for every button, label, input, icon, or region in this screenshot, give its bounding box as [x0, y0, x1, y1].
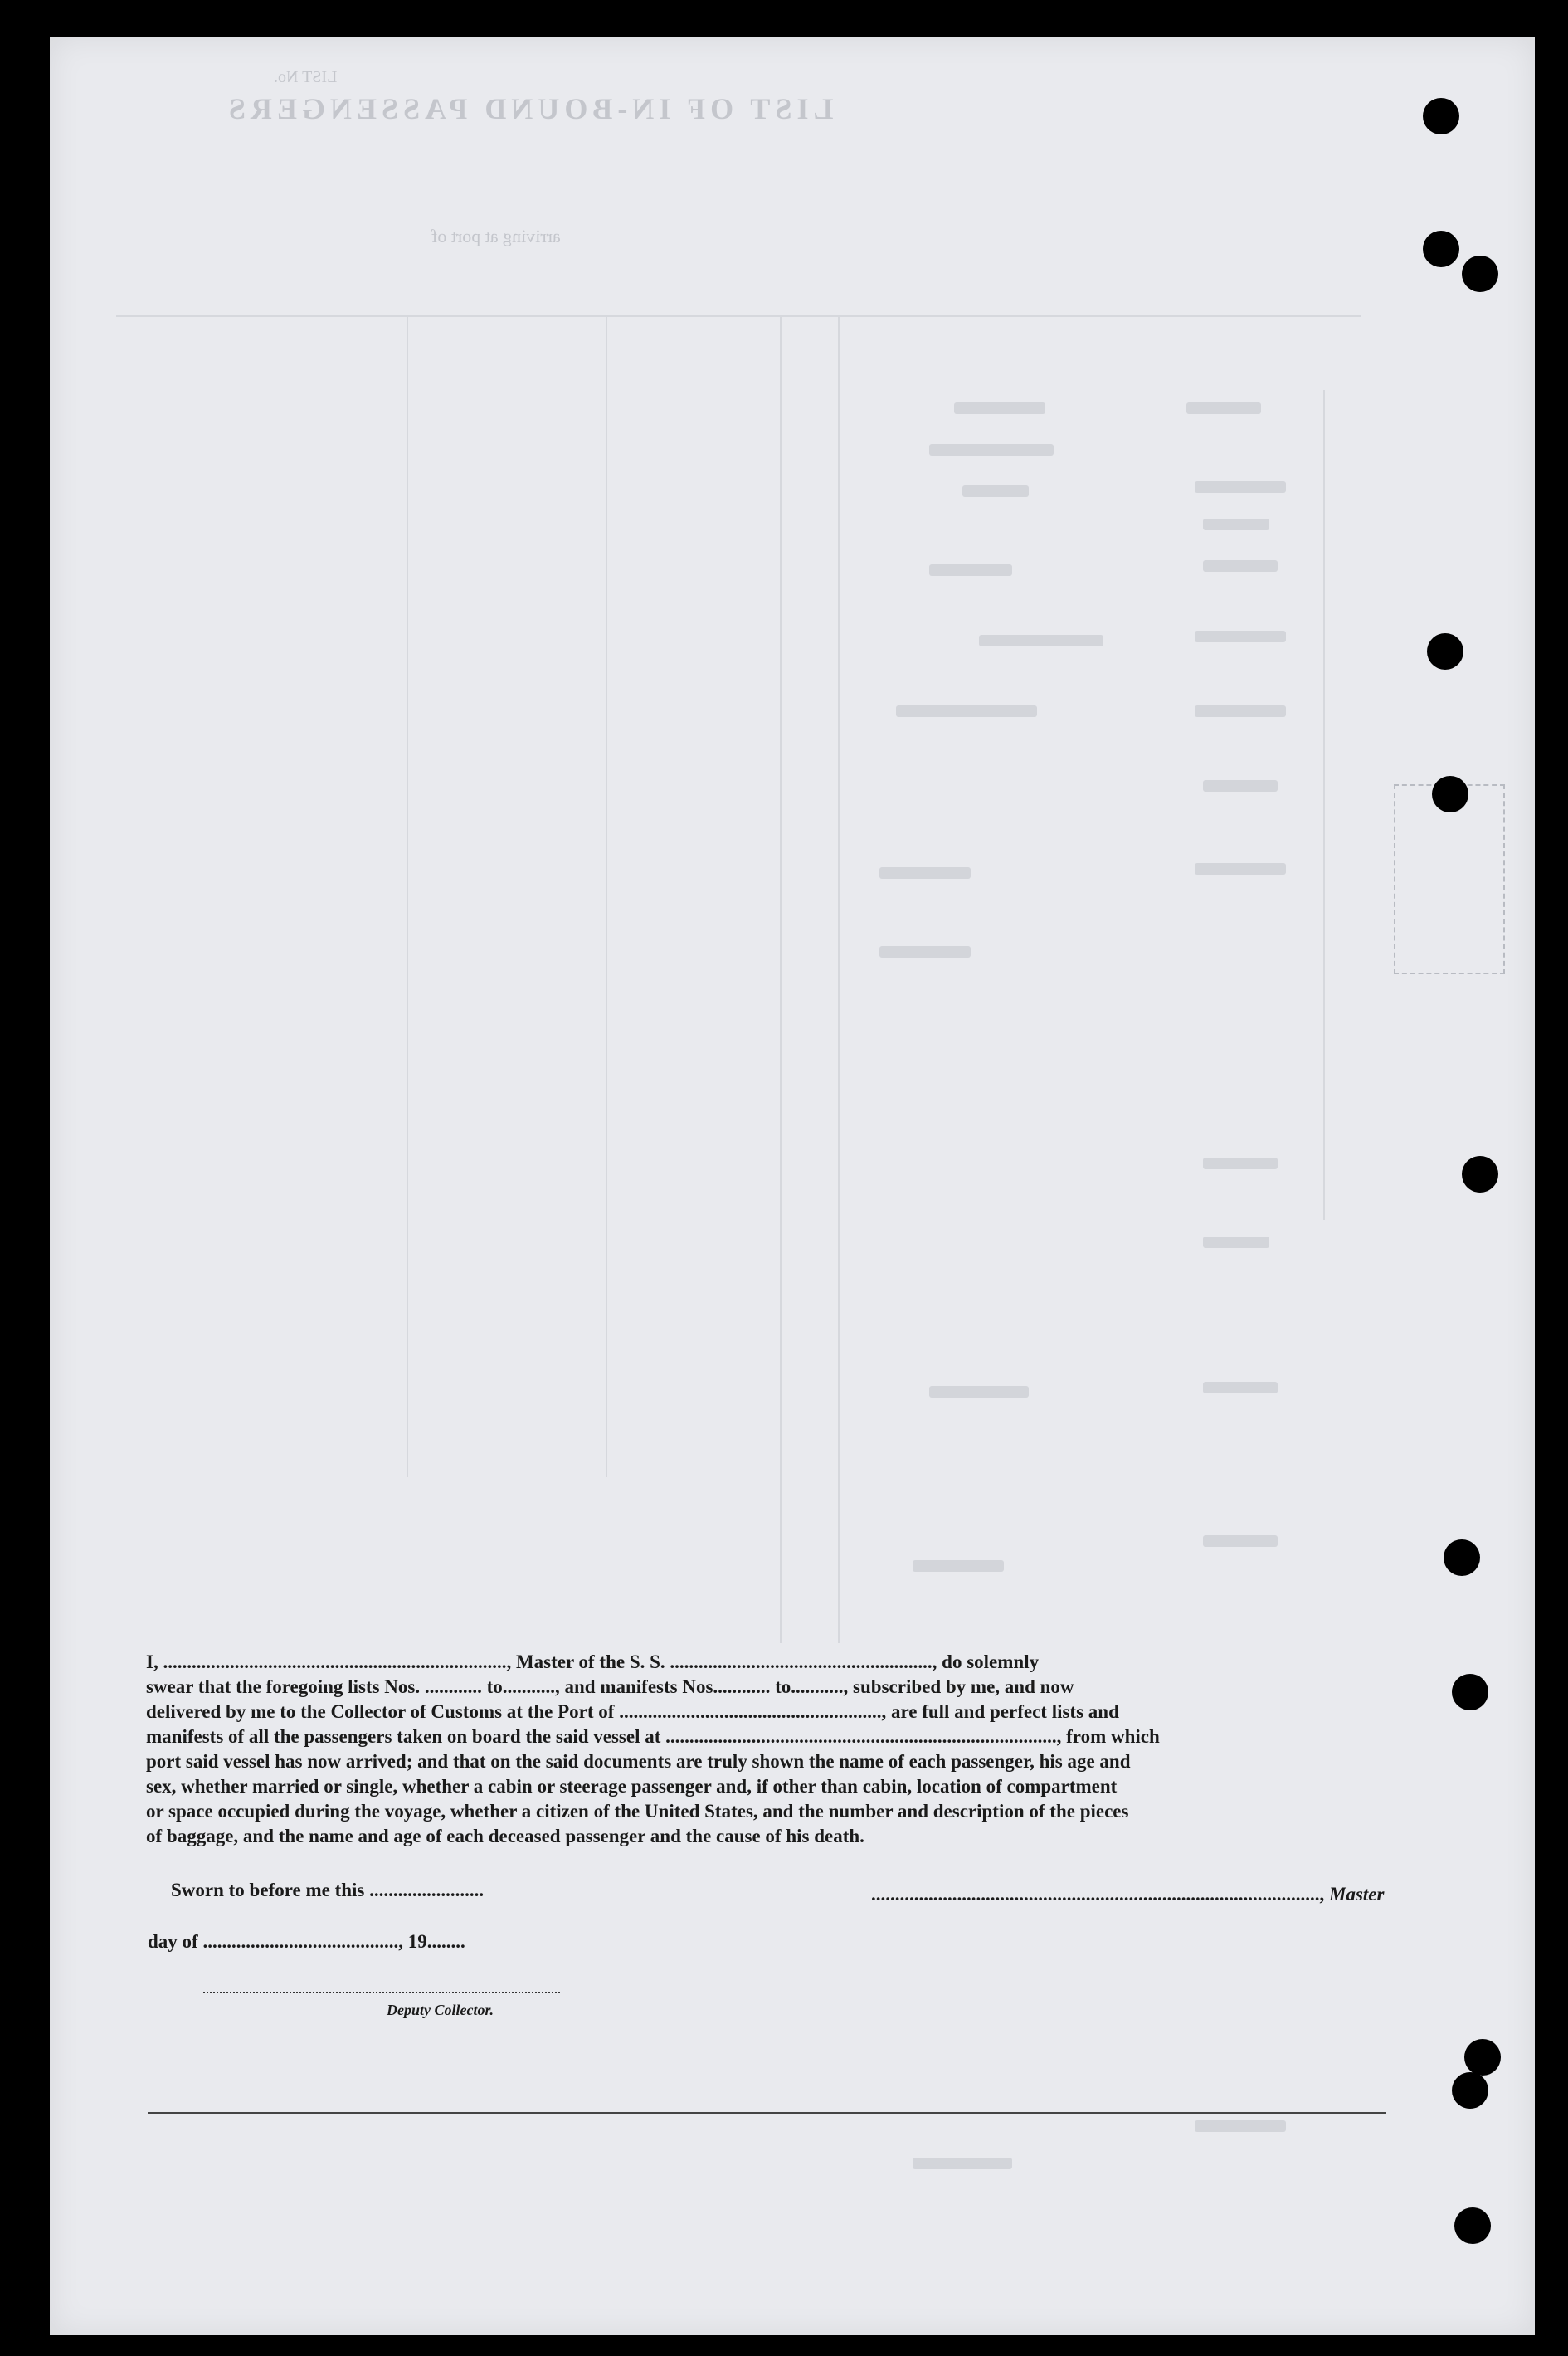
punch-hole — [1462, 1156, 1498, 1193]
faded-entry — [1203, 519, 1269, 530]
faded-entry — [962, 485, 1029, 497]
master-label: Master — [1329, 1884, 1385, 1905]
faded-entry — [1203, 1382, 1278, 1393]
faded-entry — [879, 946, 971, 958]
faded-header-rule — [116, 315, 1361, 317]
bottom-rule — [148, 2112, 1386, 2114]
faded-entry — [954, 402, 1045, 414]
deputy-collector-label: Deputy Collector. — [387, 2002, 494, 2018]
faded-list-number: LIST No. — [274, 68, 338, 86]
punch-hole — [1464, 2039, 1501, 2076]
oath-line: port said vessel has now arrived; and that on the said documents are truly shown the name of each passenger, his age and — [146, 1751, 1131, 1772]
punch-hole — [1432, 776, 1468, 812]
punch-hole — [1423, 98, 1459, 134]
faded-form-title: LIST OF IN-BOUND PASSENGERS — [224, 92, 834, 125]
deputy-collector-signature-line — [203, 1992, 560, 1993]
faded-entry — [1195, 863, 1286, 875]
oath-line: delivered by me to the Collector of Customs at the Port of ......................................................., are full and perfect lists and — [146, 1701, 1119, 1722]
faded-column-rule — [780, 315, 782, 1643]
faded-column-rule — [1323, 390, 1325, 1220]
oath-line: manifests of all the passengers taken on board the said vessel at .................................................................................., from which — [146, 1726, 1160, 1747]
faded-entry — [896, 705, 1037, 717]
faded-entry — [1195, 2120, 1286, 2132]
master-oath-paragraph — [146, 1650, 1389, 1849]
faded-arriving-text: arriving at port of — [431, 226, 561, 246]
faded-entry — [929, 564, 1012, 576]
faded-column-rule — [407, 315, 408, 1477]
oath-line: sex, whether married or single, whether a cabin or steerage passenger and, if other than cabin, location of compartment — [146, 1776, 1118, 1797]
faded-column-rule — [606, 315, 607, 1477]
faded-entry — [1203, 1237, 1269, 1248]
oath-line: or space occupied during the voyage, whether a citizen of the United States, and the number and description of the pieces — [146, 1801, 1129, 1822]
faded-entry — [1195, 481, 1286, 493]
day-of-line: day of ........................................., 19........ — [148, 1931, 465, 1952]
oath-line: swear that the foregoing lists Nos. ............ to..........., and manifests Nos............ to..........., subscribed by me, and now — [146, 1676, 1074, 1697]
punch-hole — [1452, 1674, 1488, 1710]
sworn-before-line: Sworn to before me this ........................ — [171, 1880, 485, 1900]
oath-line: of baggage, and the name and age of each deceased passenger and the cause of his death. — [146, 1826, 864, 1846]
punch-hole — [1423, 231, 1459, 267]
punch-hole — [1427, 633, 1463, 670]
faded-entry — [1203, 560, 1278, 572]
faded-entry — [913, 1560, 1004, 1572]
faded-entry — [1203, 780, 1278, 792]
master-signature-line — [871, 1884, 1384, 1905]
faded-entry — [1203, 1158, 1278, 1169]
document-sheet — [50, 37, 1535, 2335]
punch-hole — [1462, 256, 1498, 292]
faded-entry — [879, 867, 971, 879]
punch-hole — [1444, 1539, 1480, 1576]
faded-column-rule — [838, 315, 840, 1643]
faded-entry — [913, 2158, 1012, 2169]
faded-entry — [1195, 705, 1286, 717]
oath-line: I, ........................................................................, Master of the S. S. ......................................................., do solemnly — [146, 1651, 1040, 1672]
faded-entry — [929, 444, 1054, 456]
master-signature-dots: .............................................................................................., — [871, 1884, 1325, 1905]
faded-entry — [1195, 631, 1286, 642]
faded-entry — [1186, 402, 1261, 414]
faded-stamp-box — [1394, 784, 1505, 974]
faded-entry — [979, 635, 1103, 646]
punch-hole — [1452, 2072, 1488, 2109]
faded-entry — [1203, 1535, 1278, 1547]
faded-entry — [929, 1386, 1029, 1398]
punch-hole — [1454, 2207, 1491, 2244]
